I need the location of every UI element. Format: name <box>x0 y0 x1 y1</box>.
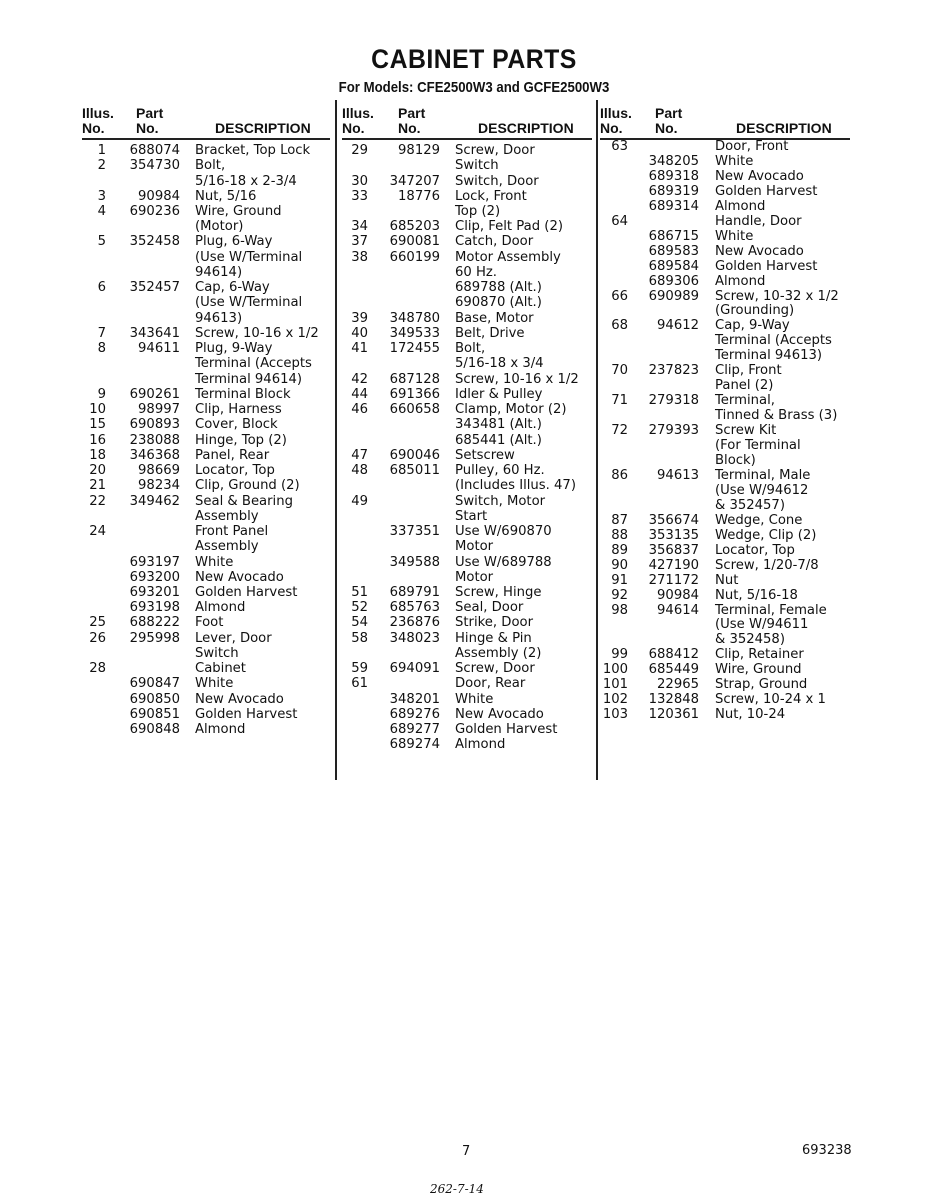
part-number: 689584 <box>648 258 699 274</box>
part-description: Use W/690870 <box>455 524 552 539</box>
part-description: 343481 (Alt.) <box>455 417 542 433</box>
part-number: 690848 <box>129 722 180 738</box>
part-description: Foot <box>195 615 224 631</box>
part-number: 98129 <box>398 143 440 158</box>
part-number: 94611 <box>138 341 180 357</box>
part-description: White <box>715 228 754 244</box>
illus-number: 3 <box>97 188 106 204</box>
part-description: Bolt, <box>455 341 486 357</box>
part-number: 356674 <box>648 512 699 528</box>
part-description: 60 Hz. <box>455 264 498 280</box>
part-description: Cover, Block <box>195 417 278 433</box>
part-description: New Avocado <box>195 569 284 585</box>
part-number: 689318 <box>648 168 699 184</box>
illus-number: 86 <box>611 467 628 483</box>
illus-number: 63 <box>611 139 628 154</box>
part-description: Switch, Door <box>455 173 539 189</box>
part-number: 98669 <box>138 463 180 478</box>
part-description: Cap, 9-Way <box>715 318 790 334</box>
header-description: DESCRIPTION <box>215 120 311 136</box>
part-description: Clip, Retainer <box>715 647 804 663</box>
illus-number: 33 <box>351 188 368 204</box>
document-number: 693238 <box>802 1143 852 1158</box>
part-description: Seal, Door <box>455 600 524 616</box>
header-part-no: No. <box>398 120 421 136</box>
part-number: 690893 <box>129 417 180 433</box>
illus-number: 98 <box>611 602 628 618</box>
part-description: (Use W/94611 <box>715 617 809 633</box>
part-number: 689791 <box>389 585 440 600</box>
illus-number: 8 <box>97 341 106 357</box>
part-description: White <box>455 691 494 707</box>
part-number: 354730 <box>129 158 180 174</box>
part-description: Golden Harvest <box>195 706 298 722</box>
illus-number: 46 <box>351 402 368 418</box>
header-part-no: No. <box>655 120 678 136</box>
illus-number: 70 <box>611 363 628 379</box>
part-number: 693198 <box>129 600 180 616</box>
illus-number: 71 <box>611 393 628 409</box>
part-description: Catch, Door <box>455 234 534 250</box>
illus-number: 68 <box>611 318 628 334</box>
part-description: Belt, Drive <box>455 325 525 341</box>
part-description: White <box>195 554 234 570</box>
illus-number: 61 <box>351 676 368 692</box>
illus-number: 29 <box>351 143 368 158</box>
part-number: 18776 <box>398 188 440 204</box>
part-description: Almond <box>715 198 766 214</box>
part-description: Screw Kit <box>715 423 777 439</box>
column-divider <box>596 100 598 780</box>
illus-number: 41 <box>351 341 368 357</box>
illus-number: 66 <box>611 288 628 304</box>
part-description: Screw, 1/20-7/8 <box>715 557 819 573</box>
part-description: 94613) <box>195 310 243 326</box>
part-description: Terminal 94614) <box>195 371 303 387</box>
part-number: 295998 <box>129 630 180 646</box>
part-description: Bracket, Top Lock <box>195 143 311 158</box>
part-number: 348205 <box>648 153 699 169</box>
part-description: (Grounding) <box>715 303 795 319</box>
part-description: 690870 (Alt.) <box>455 295 542 311</box>
part-number: 94612 <box>657 318 699 334</box>
part-description: Lever, Door <box>195 630 272 646</box>
part-description: Start <box>455 508 488 524</box>
part-description: Panel (2) <box>715 378 774 394</box>
part-number: 349462 <box>129 493 180 509</box>
part-description: Screw, Door <box>455 661 535 677</box>
part-description: (Includes Illus. 47) <box>455 478 576 494</box>
part-description: White <box>715 153 754 169</box>
part-description: Terminal, <box>715 393 775 409</box>
illus-number: 92 <box>611 587 628 603</box>
illus-number: 58 <box>351 630 368 646</box>
header-rule <box>82 138 330 140</box>
part-number: 689583 <box>648 243 699 259</box>
illus-number: 42 <box>351 371 368 387</box>
part-number: 690847 <box>129 676 180 692</box>
header-description: DESCRIPTION <box>736 120 832 136</box>
part-description: Assembly <box>195 539 259 555</box>
illus-number: 25 <box>89 615 106 631</box>
part-description: Clip, Front <box>715 363 782 379</box>
illus-number: 59 <box>351 661 368 677</box>
part-number: 172455 <box>389 341 440 357</box>
models-subtitle: For Models: CFE2500W3 and GCFE2500W3 <box>338 79 610 96</box>
part-description: Handle, Door <box>715 213 802 229</box>
illus-number: 10 <box>89 402 106 418</box>
header-illus-no: No. <box>600 120 623 136</box>
illus-number: 21 <box>89 478 106 494</box>
page-title: CABINET PARTS <box>371 44 577 74</box>
part-description: New Avocado <box>715 243 804 259</box>
part-description: Wedge, Clip (2) <box>715 527 817 543</box>
header-part: Part <box>136 105 164 121</box>
part-description: Door, Rear <box>455 676 526 692</box>
illus-number: 102 <box>602 692 628 708</box>
part-number: 685011 <box>389 463 440 478</box>
part-number: 660658 <box>389 402 440 418</box>
part-description: Terminal (Accepts <box>195 356 312 372</box>
part-description: Seal & Bearing <box>195 493 293 509</box>
illus-number: 38 <box>351 249 368 265</box>
illus-number: 49 <box>351 493 368 509</box>
part-description: Screw, Hinge <box>455 585 542 600</box>
header-illus: Illus. <box>82 105 114 121</box>
part-description: Plug, 6-Way <box>195 234 273 250</box>
part-description: Terminal 94613) <box>715 348 823 364</box>
illus-number: 101 <box>602 677 628 693</box>
illus-number: 37 <box>351 234 368 250</box>
part-number: 690851 <box>129 706 180 722</box>
part-number: 689277 <box>389 722 440 738</box>
part-description: Clip, Ground (2) <box>195 478 300 494</box>
illus-number: 39 <box>351 310 368 326</box>
column-divider <box>335 100 337 780</box>
part-number: 237823 <box>648 363 699 379</box>
part-description: New Avocado <box>455 706 544 722</box>
part-description: Screw, 10-24 x 1 <box>715 692 826 708</box>
illus-number: 30 <box>351 173 368 189</box>
part-description: Screw, 10-16 x 1/2 <box>195 325 319 341</box>
header-illus: Illus. <box>342 105 374 121</box>
part-description: Wedge, Cone <box>715 512 803 528</box>
part-number: 22965 <box>657 677 699 693</box>
part-description: Block) <box>715 452 756 468</box>
part-description: & 352457) <box>715 497 785 513</box>
part-description: Front Panel <box>195 524 269 539</box>
part-number: 689314 <box>648 198 699 214</box>
part-number: 348201 <box>389 691 440 707</box>
part-number: 132848 <box>648 692 699 708</box>
illus-number: 44 <box>351 386 368 402</box>
part-number: 90984 <box>657 587 699 603</box>
part-number: 685203 <box>389 219 440 235</box>
part-number: 236876 <box>389 615 440 631</box>
part-description: 5/16-18 x 2-3/4 <box>195 173 297 189</box>
part-number: 685763 <box>389 600 440 616</box>
part-description: Lock, Front <box>455 188 527 204</box>
part-number: 94614 <box>657 602 699 618</box>
illus-number: 47 <box>351 447 368 463</box>
part-description: Terminal Block <box>195 386 291 402</box>
part-description: Nut, 5/16 <box>195 188 257 204</box>
illus-number: 40 <box>351 325 368 341</box>
illus-number: 34 <box>351 219 368 235</box>
illus-number: 22 <box>89 493 106 509</box>
part-description: Cap, 6-Way <box>195 280 270 296</box>
part-description: New Avocado <box>715 168 804 184</box>
part-description: Almond <box>195 600 246 616</box>
illus-number: 90 <box>611 557 628 573</box>
part-number: 686715 <box>648 228 699 244</box>
part-description: Plug, 9-Way <box>195 341 273 357</box>
part-description: Almond <box>195 722 246 738</box>
illus-number: 103 <box>602 707 628 723</box>
illus-number: 7 <box>97 325 106 341</box>
illus-number: 48 <box>351 463 368 478</box>
part-description: Locator, Top <box>195 463 275 478</box>
part-number: 353135 <box>648 527 699 543</box>
illus-number: 88 <box>611 527 628 543</box>
part-description: Golden Harvest <box>195 585 298 600</box>
part-description: Golden Harvest <box>715 258 818 274</box>
illus-number: 2 <box>97 158 106 174</box>
part-number: 689276 <box>389 706 440 722</box>
part-description: (Motor) <box>195 219 244 235</box>
part-number: 352458 <box>129 234 180 250</box>
part-description: White <box>195 676 234 692</box>
part-number: 238088 <box>129 432 180 448</box>
illus-number: 99 <box>611 647 628 663</box>
part-number: 690989 <box>648 288 699 304</box>
part-number: 94613 <box>657 467 699 483</box>
part-description: Almond <box>715 273 766 289</box>
part-description: Base, Motor <box>455 310 534 326</box>
part-description: Screw, 10-32 x 1/2 <box>715 288 839 304</box>
part-number: 271172 <box>648 572 699 588</box>
part-description: Tinned & Brass (3) <box>715 408 838 424</box>
part-description: Almond <box>455 737 506 753</box>
part-description: Assembly <box>195 508 259 524</box>
part-number: 98997 <box>138 402 180 418</box>
part-description: Nut, 5/16-18 <box>715 587 798 603</box>
header-illus-no: No. <box>82 120 105 136</box>
part-number: 687128 <box>389 371 440 387</box>
part-description: Wire, Ground <box>715 662 802 678</box>
header-illus-no: No. <box>342 120 365 136</box>
part-number: 688412 <box>648 647 699 663</box>
part-number: 347207 <box>389 173 440 189</box>
part-description: Nut, 10-24 <box>715 707 786 723</box>
part-number: 352457 <box>129 280 180 296</box>
part-description: Clip, Harness <box>195 402 282 418</box>
part-number: 685449 <box>648 662 699 678</box>
illus-number: 15 <box>89 417 106 433</box>
part-description: Terminal, Female <box>715 602 827 618</box>
part-number: 98234 <box>138 478 180 494</box>
part-number: 349588 <box>389 554 440 570</box>
part-description: Door, Front <box>715 139 789 154</box>
header-illus: Illus. <box>600 105 632 121</box>
header-part: Part <box>655 105 683 121</box>
illus-number: 4 <box>97 204 106 219</box>
illus-number: 87 <box>611 512 628 528</box>
part-number: 356837 <box>648 542 699 558</box>
part-number: 693200 <box>129 569 180 585</box>
part-number: 689274 <box>389 737 440 753</box>
part-description: Switch <box>195 645 239 661</box>
part-number: 90984 <box>138 188 180 204</box>
part-number: 688074 <box>129 143 180 158</box>
part-description: (Use W/94612 <box>715 482 809 498</box>
part-description: Top (2) <box>455 204 501 219</box>
part-description: Nut <box>715 572 739 588</box>
part-number: 688222 <box>129 615 180 631</box>
part-description: Bolt, <box>195 158 226 174</box>
illus-number: 26 <box>89 630 106 646</box>
part-description: Golden Harvest <box>715 183 818 199</box>
part-description: Golden Harvest <box>455 722 558 738</box>
illus-number: 54 <box>351 615 368 631</box>
part-description: Motor <box>455 569 494 585</box>
part-number: 693201 <box>129 585 180 600</box>
illus-number: 6 <box>97 280 106 296</box>
part-description: 94614) <box>195 264 243 280</box>
part-number: 346368 <box>129 447 180 463</box>
part-description: (Use W/Terminal <box>195 249 303 265</box>
part-description: Hinge & Pin <box>455 630 532 646</box>
part-number: 427190 <box>648 557 699 573</box>
illus-number: 72 <box>611 423 628 439</box>
part-description: 5/16-18 x 3/4 <box>455 356 544 372</box>
part-number: 279318 <box>648 393 699 409</box>
illus-number: 100 <box>602 662 628 678</box>
part-description: Panel, Rear <box>195 447 270 463</box>
part-number: 343641 <box>129 325 180 341</box>
part-number: 690261 <box>129 386 180 402</box>
part-description: Hinge, Top (2) <box>195 432 287 448</box>
illus-number: 51 <box>351 585 368 600</box>
part-number: 349533 <box>389 325 440 341</box>
part-description: Use W/689788 <box>455 554 552 570</box>
part-description: Motor Assembly <box>455 249 561 265</box>
illus-number: 20 <box>89 463 106 478</box>
part-description: Screw, 10-16 x 1/2 <box>455 371 579 387</box>
part-description: Idler & Pulley <box>455 386 543 402</box>
illus-number: 5 <box>97 234 106 250</box>
part-description: 689788 (Alt.) <box>455 280 542 296</box>
part-number: 691366 <box>389 386 440 402</box>
header-rule <box>342 138 592 140</box>
part-description: Terminal, Male <box>715 467 811 483</box>
part-description: (For Terminal <box>715 438 801 453</box>
part-description: Clip, Felt Pad (2) <box>455 219 563 235</box>
part-number: 694091 <box>389 661 440 677</box>
part-number: 690850 <box>129 691 180 707</box>
part-number: 690081 <box>389 234 440 250</box>
part-description: Motor <box>455 539 494 555</box>
handwritten-note: 262-7-14 <box>430 1182 484 1196</box>
part-description: Setscrew <box>455 447 515 463</box>
part-description: Cabinet <box>195 661 246 677</box>
part-number: 693197 <box>129 554 180 570</box>
illus-number: 16 <box>89 432 106 448</box>
illus-number: 9 <box>97 386 106 402</box>
part-description: Assembly (2) <box>455 645 542 661</box>
header-part-no: No. <box>136 120 159 136</box>
illus-number: 91 <box>611 572 628 588</box>
part-description: Locator, Top <box>715 542 795 558</box>
part-number: 660199 <box>389 249 440 265</box>
illus-number: 18 <box>89 447 106 463</box>
part-description: Strap, Ground <box>715 677 808 693</box>
illus-number: 1 <box>97 143 106 158</box>
part-description: Screw, Door <box>455 143 535 158</box>
part-description: Strike, Door <box>455 615 534 631</box>
illus-number: 89 <box>611 542 628 558</box>
part-number: 348780 <box>389 310 440 326</box>
part-description: Terminal (Accepts <box>715 333 832 349</box>
part-description: Clamp, Motor (2) <box>455 402 567 418</box>
header-part: Part <box>398 105 426 121</box>
part-number: 690046 <box>389 447 440 463</box>
part-description: Wire, Ground <box>195 204 282 219</box>
part-description: Switch <box>455 158 499 174</box>
illus-number: 24 <box>89 524 106 539</box>
part-description: Switch, Motor <box>455 493 546 509</box>
part-description: 685441 (Alt.) <box>455 432 542 448</box>
part-description: New Avocado <box>195 691 284 707</box>
part-description: Pulley, 60 Hz. <box>455 463 545 478</box>
illus-number: 64 <box>611 213 628 229</box>
part-description: (Use W/Terminal <box>195 295 303 311</box>
part-number: 337351 <box>389 524 440 539</box>
part-number: 689306 <box>648 273 699 289</box>
part-number: 690236 <box>129 204 180 219</box>
part-description: & 352458) <box>715 632 785 648</box>
part-number: 689319 <box>648 183 699 199</box>
page-number: 7 <box>462 1144 471 1159</box>
part-number: 348023 <box>389 630 440 646</box>
header-description: DESCRIPTION <box>478 120 574 136</box>
part-number: 120361 <box>648 707 699 723</box>
illus-number: 52 <box>351 600 368 616</box>
part-number: 279393 <box>648 423 699 439</box>
illus-number: 28 <box>89 661 106 677</box>
